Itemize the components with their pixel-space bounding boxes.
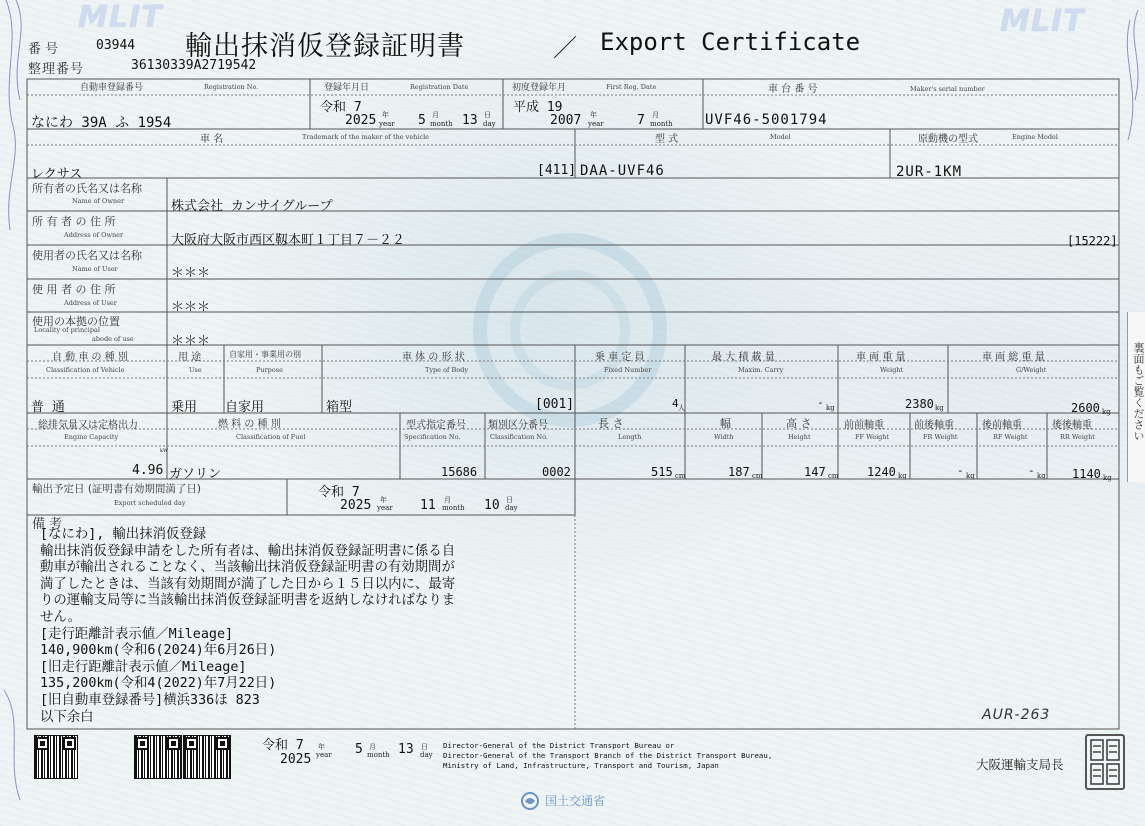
height-label-en: Height xyxy=(788,433,811,441)
rr-label: 後後軸重 xyxy=(1052,420,1092,431)
qr-code-2 xyxy=(134,735,182,779)
reg-date-day: 13 xyxy=(462,113,478,128)
engine-label: 原動機の型式 xyxy=(918,134,978,145)
height-unit: cm xyxy=(828,472,839,480)
mlit-watermark-left: MLIT xyxy=(78,0,163,35)
user-address-label-en: Address of User xyxy=(64,299,117,307)
remarks-line: [走行距離計表示値／Mileage] xyxy=(40,626,234,642)
reg-date-year-unit: 年 xyxy=(382,111,389,119)
reg-date-year: 2025 xyxy=(345,113,377,128)
capacity-label-en: Fixed Number xyxy=(604,366,652,374)
owner-address-value: 大阪府大阪市西区靱本町１丁目７－２２ xyxy=(171,233,406,248)
body-value: 箱型 xyxy=(326,400,353,415)
issuer-name: 大阪運輸支局長 xyxy=(976,757,1064,772)
export-label-en: Export scheduled day xyxy=(114,499,186,507)
length-label-en: Length xyxy=(618,433,642,441)
remarks-line: りの運輸支局等に当該輸出抹消仮登録証明書を返納しなければなりま xyxy=(40,593,456,609)
owner-address-label: 所 有 者 の 住 所 xyxy=(32,215,116,228)
maker-value: レクサス xyxy=(31,167,83,182)
reg-date-month: 5 xyxy=(418,113,426,128)
reg-date-label: 登録年月日 xyxy=(324,83,370,93)
remarks-line: 動車が輸出されることなく、当該輸出抹消仮登録証明書の有効期間が xyxy=(40,560,455,576)
first-reg-month: 7 xyxy=(637,113,645,128)
capacity-value: 4 xyxy=(672,397,679,410)
certificate-number: 03944 xyxy=(96,38,136,53)
first-reg-month-unit: 月 xyxy=(652,111,659,119)
ff-label-en: FF Weight xyxy=(855,433,890,441)
max-carry-unit: kg xyxy=(826,404,835,412)
user-base-value: ＊＊＊ xyxy=(171,334,211,349)
body-label-en: Type of Body xyxy=(425,366,468,374)
remarks-line: 140,900km(令和6(2024)年6月26日) xyxy=(40,643,277,659)
footer-day-unit-en: day xyxy=(420,751,433,759)
remarks-line: 以下余白 xyxy=(40,709,94,725)
engine-capacity-value: 4.96 xyxy=(132,463,164,478)
export-month: 11 xyxy=(420,498,436,513)
reg-no-value: なにわ 39A ふ 1954 xyxy=(31,115,172,131)
seal-icon xyxy=(1087,736,1123,788)
remarks-line: 135,200km(令和4(2022)年7月22日) xyxy=(40,676,277,692)
reg-no-label-en: Registration No. xyxy=(204,83,259,91)
class-label-en: Classification of Vehicle xyxy=(46,366,125,374)
ff-label: 前前軸重 xyxy=(844,420,884,431)
user-base-label-en-1: Locality of principal xyxy=(34,326,101,334)
engine-capacity-label-en: Engine Capacity xyxy=(64,433,119,441)
max-carry-label-en: Maxim. Carry xyxy=(738,366,784,374)
reg-date-year-unit-en: year xyxy=(379,120,395,128)
first-reg-year: 2007 xyxy=(550,113,582,128)
title-japanese: 輸出抹消仮登録証明書 xyxy=(185,31,465,62)
rf-label-en: RF Weight xyxy=(993,433,1028,441)
rr-unit: kg xyxy=(1103,474,1112,482)
reg-date-era: 令和 7 xyxy=(320,100,362,115)
class-value: 普 通 xyxy=(31,400,65,415)
first-reg-month-unit-en: month xyxy=(650,120,673,128)
capacity-unit: 人 xyxy=(678,404,685,412)
fr-value: - xyxy=(957,464,964,477)
user-base-label: 使用の本拠の位置 xyxy=(32,315,120,328)
use-label: 用 途 xyxy=(178,352,202,363)
engine-value: 2UR-1KM xyxy=(896,164,963,180)
height-label: 高 さ xyxy=(786,417,812,430)
export-year-unit: 年 xyxy=(380,496,387,504)
footer-year-unit: 年 xyxy=(318,743,325,751)
class-no-label: 類別区分番号 xyxy=(488,420,548,431)
length-unit: cm xyxy=(675,472,686,480)
export-day-unit: 日 xyxy=(506,496,513,504)
gross-label-en: G/Weight xyxy=(1016,366,1047,374)
class-no-label-en: Classification No. xyxy=(490,433,548,441)
export-era: 令和 7 xyxy=(318,485,360,500)
purpose-label-en: Purpose xyxy=(256,366,283,374)
mlit-watermark-right: MLIT xyxy=(1000,4,1085,39)
remarks-line: [旧走行距離計表示値／Mileage] xyxy=(40,659,247,675)
title-separator: ／ xyxy=(553,34,577,62)
side-note-tab xyxy=(1127,312,1145,482)
body-code: [001] xyxy=(535,397,575,412)
footer-date-era: 令和 7 xyxy=(262,738,304,753)
purpose-value: 自家用 xyxy=(225,400,265,415)
remarks-line: [旧自動車登録番号]横浜336ほ 823 xyxy=(40,692,260,708)
class-no-value: 0002 xyxy=(542,465,571,479)
gross-unit: kg xyxy=(1102,408,1111,416)
handwritten-note: AUR-263 xyxy=(982,707,1051,723)
reg-date-month-unit: 月 xyxy=(432,111,439,119)
remarks-block xyxy=(40,527,455,726)
owner-address-label-en: Address of Owner xyxy=(64,231,124,239)
spec-no-value: 15686 xyxy=(441,465,478,479)
reference-number: 36130339A2719542 xyxy=(131,58,257,73)
title-english: Export Certificate xyxy=(600,28,861,56)
weight-unit: kg xyxy=(935,404,944,412)
gross-label: 車 両 総 重 量 xyxy=(982,352,1045,363)
reg-date-day-unit: 日 xyxy=(484,111,491,119)
reg-date-month-unit-en: month xyxy=(430,120,453,128)
qr-code-3 xyxy=(183,735,231,779)
user-base-label-en-2: abode of use xyxy=(92,335,134,343)
director-line-1: Director-General of the District Transport Bureau or xyxy=(443,741,675,750)
width-unit: cm xyxy=(752,472,763,480)
remarks-line: [なにわ], 輸出抹消仮登録 xyxy=(40,527,207,542)
rf-value: - xyxy=(1028,464,1035,477)
footer-date-year: 2025 xyxy=(280,752,312,767)
model-value: DAA-UVF46 xyxy=(580,163,665,179)
export-year: 2025 xyxy=(340,498,372,513)
export-month-unit-en: month xyxy=(442,504,465,512)
footer-date-day: 13 xyxy=(398,742,414,757)
official-seal xyxy=(1085,734,1125,790)
reg-date-label-en: Registration Date xyxy=(410,83,469,91)
first-reg-era: 平成 19 xyxy=(513,100,563,115)
spec-no-label: 型式指定番号 xyxy=(406,420,466,431)
first-reg-year-unit: 年 xyxy=(590,111,597,119)
reg-no-label: 自動車登録番号 xyxy=(80,83,144,93)
maker-label-en: Trademark of the maker of the vehicle xyxy=(302,133,430,141)
fuel-label: 燃 料 の 種 別 xyxy=(218,419,281,430)
purpose-label: 自家用・事業用の別 xyxy=(229,350,301,359)
model-label-en: Model xyxy=(770,133,791,141)
export-month-unit: 月 xyxy=(444,496,451,504)
fr-unit: kg xyxy=(966,472,975,480)
max-carry-label: 最 大 積 載 量 xyxy=(712,352,775,363)
capacity-label: 乗 車 定 員 xyxy=(595,352,645,363)
owner-name-label-en: Name of Owner xyxy=(72,197,125,205)
qr-code-1 xyxy=(34,735,78,779)
reference-label: 整理番号 xyxy=(28,62,85,77)
rf-unit: kg xyxy=(1037,472,1046,480)
footer-month-unit-en: month xyxy=(367,751,390,759)
footer-year-unit-en: year xyxy=(316,751,332,759)
serial-value: UVF46-5001794 xyxy=(705,112,828,128)
ff-value: 1240 xyxy=(867,465,896,479)
number-label: 番 号 xyxy=(28,42,59,57)
export-label: 輸出予定日 (証明書有効期間満了日) xyxy=(32,483,202,495)
use-label-en: Use xyxy=(189,366,202,374)
engine-capacity-label: 総排気量又は定格出力 xyxy=(38,420,138,431)
serial-label-en: Maker's serial number xyxy=(910,85,985,93)
model-label: 型 式 xyxy=(655,134,679,145)
weight-value: 2380 xyxy=(905,397,934,411)
fuel-label-en: Classification of Fuel xyxy=(236,433,306,441)
owner-name-value: 株式会社 カンサイグループ xyxy=(171,199,333,214)
engine-label-en: Engine Model xyxy=(1012,133,1058,141)
user-address-value: ＊＊＊ xyxy=(171,300,211,315)
rf-label: 後前軸重 xyxy=(982,420,1022,431)
director-line-2: Director-General of the Transport Branch of the District Transport Bureau, xyxy=(443,751,773,760)
fuel-value: ガソリン xyxy=(169,467,222,482)
first-reg-label: 初度登録年月 xyxy=(512,83,567,93)
remarks-line: せん。 xyxy=(40,609,81,625)
footer-date-month: 5 xyxy=(355,742,363,757)
side-note-text: 裏面もご覧ください xyxy=(1132,342,1145,441)
spec-no-label-en: Specification No. xyxy=(404,433,461,441)
export-day: 10 xyxy=(484,498,500,513)
fr-label-en: FR Weight xyxy=(923,433,958,441)
reg-date-day-unit-en: day xyxy=(483,120,496,128)
length-value: 515 xyxy=(651,465,673,479)
owner-name-label: 所有者の氏名又は名称 xyxy=(32,182,142,195)
rr-label-en: RR Weight xyxy=(1060,433,1095,441)
first-reg-year-unit-en: year xyxy=(588,120,604,128)
serial-label: 車 台 番 号 xyxy=(768,84,818,95)
gross-value: 2600 xyxy=(1071,401,1100,415)
length-label: 長 さ xyxy=(598,417,624,430)
owner-address-code: [15222] xyxy=(1067,234,1118,248)
max-carry-value: - xyxy=(817,396,824,409)
user-address-label: 使 用 者 の 住 所 xyxy=(32,283,116,296)
maker-code: [411] xyxy=(537,163,577,178)
height-value: 147 xyxy=(804,465,826,479)
width-label: 幅 xyxy=(720,417,731,430)
ministry-logo xyxy=(520,790,605,811)
weight-label: 車 両 重 量 xyxy=(856,352,906,363)
body-label: 車 体 の 形 状 xyxy=(402,352,465,363)
engine-capacity-unit: kW xyxy=(160,448,169,454)
rr-value: 1140 xyxy=(1072,467,1101,481)
fr-label: 前後軸重 xyxy=(914,420,954,431)
use-value: 乗用 xyxy=(171,400,198,415)
maker-label: 車 名 xyxy=(200,134,224,145)
width-label-en: Width xyxy=(714,433,734,441)
ff-unit: kg xyxy=(898,472,907,480)
footer-month-unit: 月 xyxy=(369,743,376,751)
remarks-line: 輸出抹消仮登録申請をした所有者は、輸出抹消仮登録証明書に係る自 xyxy=(40,543,456,559)
width-value: 187 xyxy=(728,465,750,479)
export-day-unit-en: day xyxy=(505,504,518,512)
remarks-line: 満了したときは、当該有効期間が満了した日から１５日以内に、最寄 xyxy=(40,576,456,592)
ministry-emblem-icon xyxy=(520,791,540,811)
director-line-3: Ministry of Land, Infrastructure, Transport and Tourism, Japan xyxy=(443,761,719,770)
ministry-name: 国土交通省 xyxy=(545,794,606,808)
footer-day-unit: 日 xyxy=(421,743,428,751)
user-name-label: 使用者の氏名又は名称 xyxy=(32,249,142,262)
class-label: 自 動 車 の 種 別 xyxy=(52,352,128,363)
user-name-label-en: Name of User xyxy=(72,265,118,273)
weight-label-en: Weight xyxy=(880,366,904,374)
export-year-unit-en: year xyxy=(377,504,393,512)
remarks-label: 備 考 xyxy=(32,517,63,532)
first-reg-label-en: First Reg. Date xyxy=(606,83,657,91)
user-name-value: ＊＊＊ xyxy=(171,266,211,281)
